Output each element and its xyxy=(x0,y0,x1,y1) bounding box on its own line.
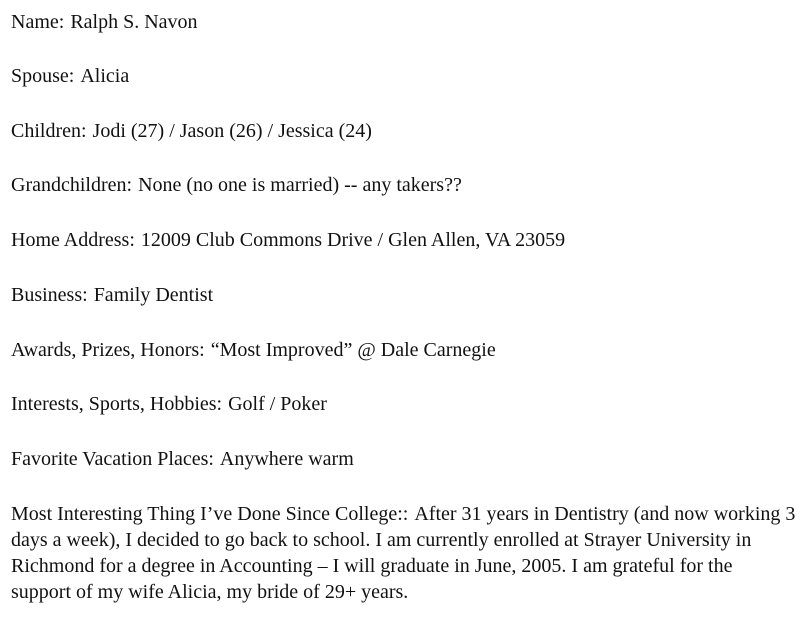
spouse-value: Alicia xyxy=(80,65,130,87)
vacation-field xyxy=(11,446,354,472)
most-interesting-field xyxy=(11,501,796,605)
business-value: Family Dentist xyxy=(93,284,214,306)
grandchildren-label: Grandchildren: xyxy=(11,174,133,196)
awards-field xyxy=(11,337,496,363)
spouse-field xyxy=(11,63,129,89)
name-value: Ralph S. Navon xyxy=(70,11,198,33)
name-field xyxy=(11,9,198,35)
interests-value: Golf / Poker xyxy=(228,393,327,415)
grandchildren-field xyxy=(11,172,462,198)
home-address-label: Home Address: xyxy=(11,229,135,251)
interests-label: Interests, Sports, Hobbies: xyxy=(11,393,223,415)
interests-field xyxy=(11,391,327,417)
business-label: Business: xyxy=(11,284,88,306)
awards-label: Awards, Prizes, Honors: xyxy=(11,339,205,361)
most-interesting-value: After 31 years in Dentistry (and now working 3 days a week), I decided to go back to school. I am currently enrolled at Strayer University in Richmond for a degree in Accounting – I will graduate in June, 2005. I am grateful for the support of my wife Alicia, my bride of 29+ years. xyxy=(11,503,796,603)
grandchildren-value: None (no one is married) -- any takers?? xyxy=(138,174,462,196)
vacation-label: Favorite Vacation Places: xyxy=(11,448,214,470)
awards-value: “Most Improved” @ Dale Carnegie xyxy=(210,339,496,361)
children-field xyxy=(11,118,372,144)
most-interesting-label: Most Interesting Thing I’ve Done Since College:: xyxy=(11,503,409,525)
children-label: Children: xyxy=(11,120,87,142)
children-value: Jodi (27) / Jason (26) / Jessica (24) xyxy=(92,120,372,142)
home-address-field xyxy=(11,227,565,253)
name-label: Name: xyxy=(11,11,65,33)
home-address-value: 12009 Club Commons Drive / Glen Allen, VA 23059 xyxy=(140,229,566,251)
spouse-label: Spouse: xyxy=(11,65,75,87)
vacation-value: Anywhere warm xyxy=(219,448,354,470)
business-field xyxy=(11,282,213,308)
